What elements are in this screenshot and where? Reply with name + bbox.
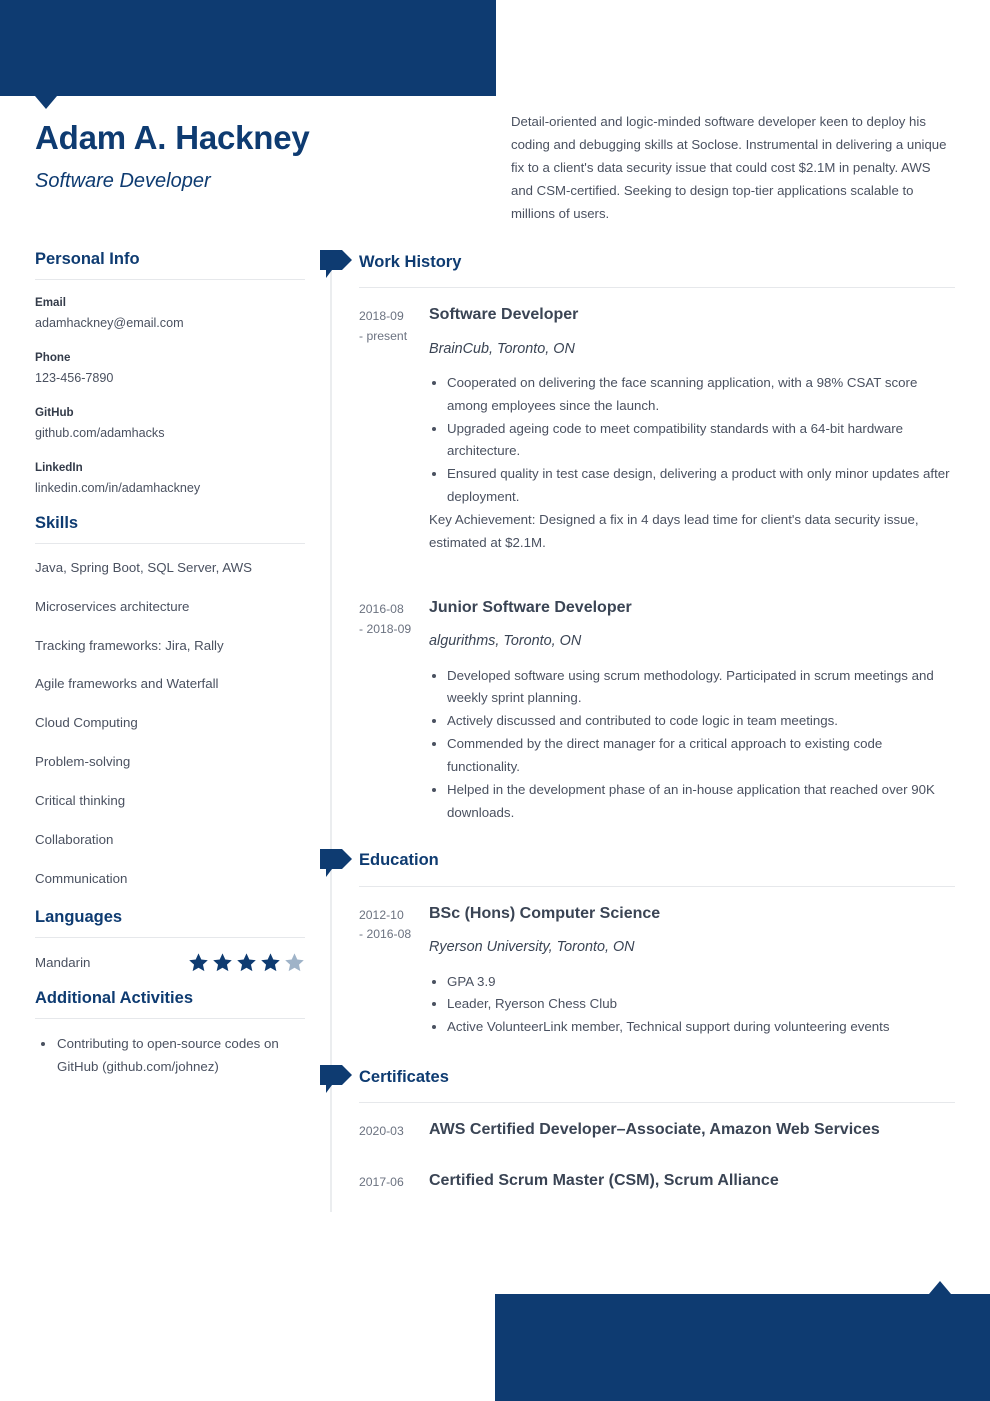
entry-title: Junior Software Developer	[429, 598, 632, 616]
entry-bullet-list	[429, 971, 958, 1040]
entry-subtitle: BrainCub, Toronto, ON	[429, 340, 575, 357]
skill-item: Tracking frameworks: Jira, Rally	[35, 637, 224, 653]
entry-title: AWS Certified Developer–Associate, Amazon Web Services	[429, 1121, 880, 1139]
personal-info-heading: Personal Info	[35, 250, 140, 268]
star-filled-icon	[260, 952, 281, 973]
divider	[35, 543, 305, 544]
entry-body	[425, 903, 958, 1039]
additional-activities-heading: Additional Activities	[35, 989, 193, 1008]
skills-heading: Skills	[35, 513, 79, 532]
entry-bullet: Cooperated on delivering the face scanning application, with a 98% CSAT score among employees since the launch.	[429, 372, 958, 418]
language-name: Mandarin	[35, 955, 91, 971]
certificates-header	[318, 1063, 958, 1091]
sidebar	[35, 250, 305, 1079]
personal-info-value: github.com/adamhacks	[35, 426, 165, 441]
footer-notch-triangle-icon	[929, 1281, 951, 1294]
entry-date: 2017-06	[359, 1174, 404, 1189]
entry-bullet: Helped in the development phase of an in-house application that reached over 90K downloads.	[429, 779, 958, 825]
entry-body	[425, 1170, 958, 1193]
personal-info-item	[35, 294, 305, 334]
sidebar-section-additional-activities	[35, 989, 305, 1079]
entry-key-achievement: Key Achievement: Designed a fix in 4 days lead time for client's data security issue, estimated at $2.1M.	[429, 512, 919, 550]
personal-info-list	[35, 294, 305, 499]
section-work-history	[318, 248, 958, 825]
entry-bullet: Upgraded ageing code to meet compatibility standards with a 64-bit hardware architecture.	[429, 418, 958, 464]
section-flag-marker-icon	[318, 1063, 354, 1101]
work-history-entry	[318, 304, 958, 555]
activity-list-item: Contributing to open-source codes on GitHub (github.com/johnez)	[35, 1033, 305, 1079]
entry-bullet-list	[429, 372, 958, 509]
personal-info-item	[35, 404, 305, 444]
divider	[359, 287, 955, 288]
certificates-entry	[318, 1170, 958, 1193]
languages-list	[35, 952, 305, 973]
entry-bullet: Developed software using scrum methodology. Participated in scrum meetings and weekly sprint planning.	[429, 665, 958, 711]
skill-item: Critical thinking	[35, 793, 126, 809]
footer-accent-block	[495, 1294, 990, 1401]
language-rating	[188, 952, 305, 973]
star-filled-icon	[236, 952, 257, 973]
skill-item: Java, Spring Boot, SQL Server, AWS	[35, 559, 253, 575]
star-filled-icon	[188, 952, 209, 973]
identity-block	[35, 118, 475, 193]
divider	[359, 886, 955, 887]
entry-body	[425, 597, 958, 825]
education-header	[318, 847, 958, 875]
sidebar-section-personal-info	[35, 250, 305, 499]
main-column	[318, 248, 958, 1221]
entry-subtitle: algurithms, Toronto, ON	[429, 633, 582, 650]
personal-info-value: 123-456-7890	[35, 371, 114, 386]
section-education	[318, 847, 958, 1039]
section-flag-marker-icon	[318, 847, 354, 885]
divider	[35, 937, 305, 938]
languages-heading: Languages	[35, 908, 123, 927]
entry-body	[425, 1119, 958, 1142]
skill-item: Microservices architecture	[35, 598, 190, 614]
personal-info-label: Phone	[35, 350, 71, 364]
work-history-heading: Work History	[359, 252, 462, 271]
personal-info-value: adamhackney@email.com	[35, 316, 184, 331]
certificates-heading: Certificates	[359, 1067, 449, 1086]
entry-bullet: Active VolunteerLink member, Technical support during volunteering events	[429, 1016, 958, 1039]
entry-bullet: Leader, Ryerson Chess Club	[429, 993, 958, 1016]
professional-summary: Detail-oriented and logic-minded software developer keen to deploy his coding and debugging skills at Soclose. Instrumental in delivering a unique fix to a client's data security issue that could cost $2.1M in penalty. AWS and CSM-certified. Seeking to design top-tier applications scalable to millions of users.	[511, 114, 947, 221]
entry-bullet: Actively discussed and contributed to code logic in team meetings.	[429, 710, 958, 733]
education-heading: Education	[359, 851, 439, 870]
skill-item: Agile frameworks and Waterfall	[35, 676, 219, 692]
personal-info-label: GitHub	[35, 405, 74, 419]
additional-activities-list	[35, 1033, 305, 1079]
sidebar-section-languages	[35, 908, 305, 973]
divider	[35, 1018, 305, 1019]
divider	[35, 279, 305, 280]
entry-bullet: Commended by the direct manager for a critical approach to existing code functionality.	[429, 733, 958, 779]
skill-item: Collaboration	[35, 832, 114, 848]
divider	[359, 1102, 955, 1103]
entry-subtitle: Ryerson University, Toronto, ON	[429, 939, 635, 956]
skills-list	[35, 558, 305, 889]
star-filled-icon	[212, 952, 233, 973]
header-accent-block	[0, 0, 496, 96]
entry-bullet-list	[429, 665, 958, 825]
candidate-job-title: Software Developer	[35, 170, 211, 193]
language-row	[35, 952, 305, 973]
entry-date: 2016-08 - 2018-09	[359, 601, 412, 636]
personal-info-label: Email	[35, 296, 66, 309]
entry-title: Certified Scrum Master (CSM), Scrum Alliance	[429, 1171, 779, 1189]
entry-title: Software Developer	[429, 306, 579, 323]
sidebar-section-skills	[35, 514, 305, 889]
personal-info-value: linkedin.com/in/adamhackney	[35, 481, 201, 496]
certificates-entry	[318, 1119, 958, 1142]
skill-item: Problem-solving	[35, 754, 131, 770]
candidate-name: Adam A. Hackney	[35, 119, 310, 156]
work-history-entry	[318, 597, 958, 825]
personal-info-item	[35, 349, 305, 389]
entry-date: 2018-09 - present	[359, 309, 408, 343]
entry-date: 2020-03	[359, 1124, 404, 1139]
personal-info-label: LinkedIn	[35, 460, 83, 474]
skill-item: Communication	[35, 871, 128, 887]
entry-bullet: GPA 3.9	[429, 971, 958, 994]
entry-date: 2012-10 - 2016-08	[359, 907, 412, 942]
section-certificates	[318, 1063, 958, 1193]
education-entry	[318, 903, 958, 1039]
skill-item: Cloud Computing	[35, 715, 138, 731]
header-notch-triangle-icon	[35, 96, 57, 109]
personal-info-item	[35, 459, 305, 499]
star-empty-icon	[284, 952, 305, 973]
entry-title: BSc (Hons) Computer Science	[429, 904, 661, 922]
entry-body	[425, 304, 958, 555]
work-history-header	[318, 248, 958, 276]
section-flag-marker-icon	[318, 248, 354, 286]
entry-bullet: Ensured quality in test case design, delivering a product with only minor updates after deployment.	[429, 463, 958, 509]
